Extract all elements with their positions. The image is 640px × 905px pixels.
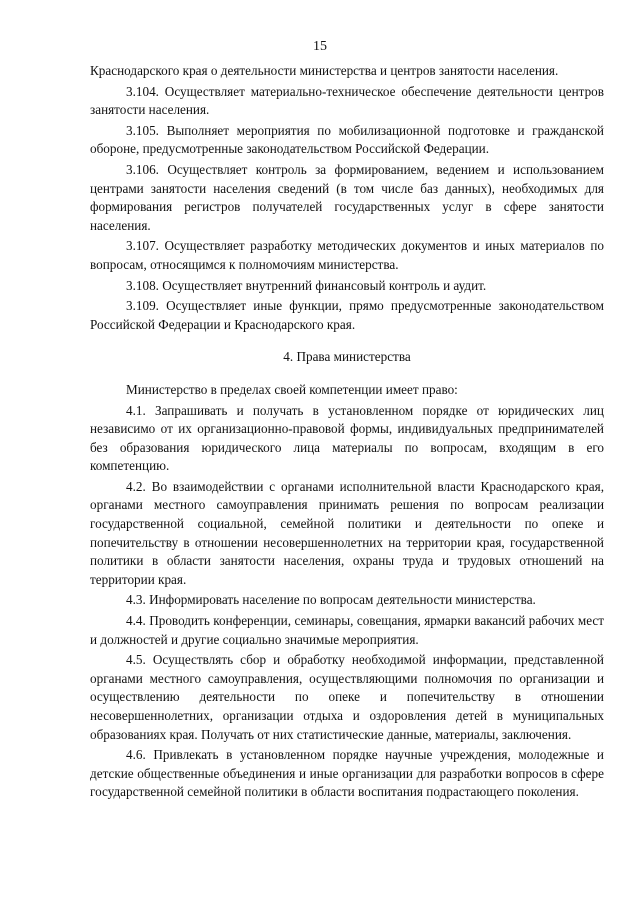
paragraph-4-1: 4.1. Запрашивать и получать в установленном порядке от юридических лиц независимо от их организационно-правовой формы, индивидуальных предпринимателей без образования юридического лица материалы по вопросам, входящим в его компетенцию.: [90, 402, 604, 474]
paragraph-3-109: 3.109. Осуществляет иные функции, прямо предусмотренные законодательством Российской Федерации и Краснодарского края.: [90, 298, 604, 332]
section-title: 4. Права министерства: [283, 349, 411, 365]
paragraph-3-107: 3.107. Осуществляет разработку методических документов и иных материалов по вопросам, относящимся к полномочиям министерства.: [90, 238, 604, 272]
paragraph-3-105: 3.105. Выполняет мероприятия по мобилизационной подготовке и гражданской обороне, предусмотренные законодательством Российской Федерации.: [90, 122, 604, 157]
paragraph-4-6: 4.6. Привлекать в установленном порядке научные учреждения, молодежные и детские общественные объединения и иные организации для разработки вопросов в сфере государственной семейной политики в области воспитания подрастающего поколения.: [90, 747, 604, 800]
paragraph-3-108: 3.108. Осуществляет внутренний финансовый контроль и аудит.: [126, 277, 487, 293]
paragraph-continuation: Краснодарского края о деятельности министерства и центров занятости населения.: [90, 63, 559, 78]
paragraph-3-106: 3.106. Осуществляет контроль за формированием, ведением и использованием центрами занятости населения сведений (в том числе баз данных), необходимых для формирования регистров получателей государственных услуг в сфере занятости населения.: [90, 161, 604, 233]
paragraph-intro: Министерство в пределах своей компетенции имеет право:: [126, 381, 458, 397]
paragraph-4-2: 4.2. Во взаимодействии с органами исполнительной власти Краснодарского края, органами местного самоуправления принимать решения по вопросам реализации государственной социальной, семейной политики и деятельности по опеке и попечительству в отношении несовершеннолетних на территории края, государственной политики в области занятости населения, охраны труда и трудовых отношений на территории края.: [90, 478, 604, 587]
paragraph-3-104: 3.104. Осуществляет материально-техническое обеспечение деятельности центров занятости населения.: [90, 83, 604, 118]
paragraph-4-3: 4.3. Информировать население по вопросам деятельности министерства.: [126, 592, 536, 608]
page-number: 15: [313, 39, 327, 54]
paragraph-4-4: 4.4. Проводить конференции, семинары, совещания, ярмарки вакансий рабочих мест и должностей и другие социально значимые мероприятия.: [90, 613, 604, 647]
document-body: [90, 62, 604, 804]
paragraph-4-5: 4.5. Осуществлять сбор и обработку необходимой информации, представленной органами местного самоуправления, осуществляющими полномочия по организации и осуществлению деятельности по опеке и попечительству в отношении несовершеннолетних, организации отдыха и оздоровления детей в муниципальных образованиях края. Получать от них статистические данные, материалы, заключения.: [90, 652, 604, 742]
